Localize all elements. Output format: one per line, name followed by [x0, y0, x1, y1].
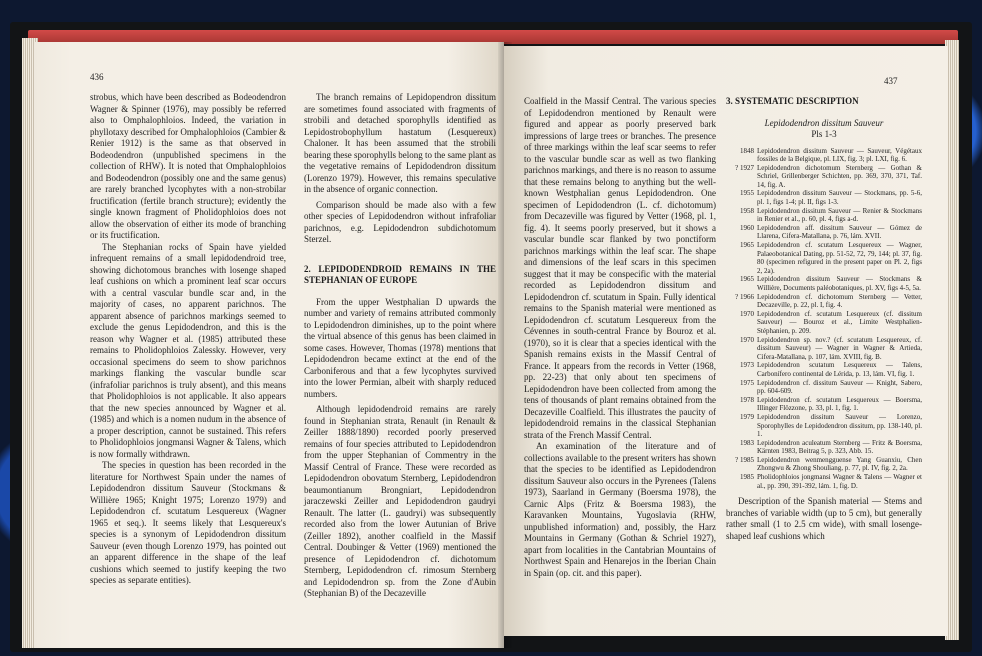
page-number-right: 437	[884, 76, 898, 86]
paragraph: An examination of the literature and of collections available to the present writers has shown that the species to be identified as Lepidodendron dissitum Sauveur also occurs in the Pyrenees (Talens 1973), Saarland in Germany (Boersma 1978), the Carnic Alps (Fritz & Boersma 1983), the Karavanken Mountains, Yugoslavia (RHW, unpublished information) and, possibly, the Harz Mountains in Germany (Gothan & Schriel 1927), apart from localities in the Cantabrian Mountains of Northwest Spain and Henarejos in the Iberian Chain in Spain (op. cit. and this paper).	[524, 441, 716, 578]
synonymy-entry	[726, 147, 922, 164]
section-heading: 3. SYSTEMATIC DESCRIPTION	[726, 96, 859, 106]
paragraph: The species in question has been recorded in the literature for Northwest Spain under the names of Lepidodendron dissitum Sauveur (Stockmans & Willière 1965; Knight 1975; Lorenzo 1979) and Lepidodendron cf. scutatum Lesquereux (Wagner 1965 et seq.). It seems likely that Lesquereux's species is a synonym of Lepidodendron dissitum Sauveur (even though Lorenzo 1979, has pointed out an apparent difference in the shape of the leaf cushions which seemed to justify keeping the two species as separate entities).	[90, 460, 286, 585]
synonymy-entry	[726, 189, 922, 206]
synonymy-text: Lepidodendron sp. nov.? (cf. scutatum Lesquereux, cf. dissitum Sauveur) — Wagner in Wagner & Artieda, Cifera-Matallana, p. 107, lám. XVIII, fig. B.	[757, 335, 922, 361]
synonymy-year: 1970	[740, 309, 754, 318]
synonymy-text: Lepidodendron dissitum Sauveur — Stockmans & Willière, Documents paléobotaniques, pl. XV, figs 4-5, 5a.	[757, 275, 922, 292]
synonymy-entry	[726, 379, 922, 396]
section-heading: 2. LEPIDODENDROID REMAINS IN THE STEPHANIAN OF EUROPE	[304, 263, 496, 285]
paragraph: Comparison should be made also with a few other species of Lepidodendron without infrafoliar parichnos, e.g. Lepidodendron subdichotomum Sterzel.	[304, 199, 496, 244]
synonymy-text: Lepidodendron cf. dichotomum Sternberg — Vetter, Decazeville, p. 22, pl. I, fig. 4.	[757, 292, 922, 310]
synonymy-year: 1979	[740, 412, 754, 421]
species-title: Lepidodendron dissitum Sauveur	[764, 117, 884, 128]
synonymy-text: Lepidodendron cf. scutatum Lesquereux — Boersma, Illinger Flözzone, p. 33, pl. 1, fig. 1.	[757, 395, 922, 413]
synonymy-year: ? 1927	[735, 163, 754, 172]
synonymy-year: 1970	[740, 335, 754, 344]
synonymy-text: Lepidodendron dissitum Sauveur — Stockmans, pp. 5-6, pl. 1, figs 1-4; pl. II, figs 1-3.	[757, 189, 922, 207]
synonymy-year: 1960	[740, 223, 754, 232]
page-number-left: 436	[90, 72, 104, 82]
synonymy-text: Pholidophloios jongmansi Wagner & Talens — Wagner et al., pp. 390, 391-392, lám. 1, fig. D.	[757, 473, 922, 490]
synonymy-year: 1965	[740, 241, 754, 250]
left-page	[34, 42, 504, 648]
plates-reference: Pls 1-3	[811, 129, 837, 139]
synonymy-text: Lepidodendron cf. scutatum Lesquereux (cf. dissitum Sauveur) — Bouroz et al., Limite Westphalien-Stéphanien, p. 209.	[757, 309, 922, 335]
paragraph: Coalfield in the Massif Central. The various species of Lepidodendron mentioned by Renault were figured and appear as poorly preserved bark impressions of large trees or branches. The presence of three markings within the leaf scar seems to refer to the vascular bundle scar as well as two flanking parichnos markings, and there is no reason to assume that these remains belong to anything but the well-known Westphalian genus Lepidodendron. One specimen of Lepidodendron (L. cf. dichotomum) from Decazeville was figured by Vetter (1968, pl. 1, fig. 4). It seems poorly preserved, but it shows a vascular bundle scar flanked by two ponctiform parichnos markings within the leaf scar. The shape and dimensions of the leaf scars in this specimen suggest that it may be conspecific with the material recorded as Lepidodendron dissitum and Lepidodendron cf. scutatum in Spain. Fully identical remains to the Spanish material were mentioned as Lepidodendron cf. scutatum Lesquereux from the Cévennes in south-central France by Bouroz et al. (1970), so it is clear that a species identical with the Spanish remains exists in the Massif Central of France. It appears from the records in Vetter (1968, pp. 22-23) that only about ten specimens of Lepidodendron have been collected from among the tens of thousands of plant remains obtained from the Decazeville Coalfield. This illustrates the paucity of lepidodendroid remains in the classical Stephanian strata of the French Massif Central.	[524, 96, 716, 440]
synonymy-entry	[726, 293, 922, 310]
synonymy-text: Lepidodendron dichotomum Sternberg — Gothan & Schriel, Grillenberger Schichten, pp. 369, 370, 371, Taf. 14, fig. A.	[757, 163, 922, 189]
synonymy-year: 1978	[740, 395, 754, 404]
synonymy-text: Lepidodendron cf. scutatum Lesquereux — Wagner, Palaeobotanical Dating, pp. 51-52, 72, 79, 144; pl. 37, fig. 80 (specimen refigured in the present paper on Pl. 2, figs 2, 2a).	[757, 241, 922, 275]
synonymy-year: 1973	[740, 361, 754, 370]
paragraph: The Stephanian rocks of Spain have yielded infrequent remains of a small lepidodendroid tree, showing dichotomous branches with losenge shaped leaf cushions on which a prominent leaf scar occurs with a central vascular bundle scar and, in the majority of cases, no apparent parichnos. The apparent absence of parichnos markings seemed to exclude the genus Lepidodendron, and this is the reason why Wagner et al. (1985) attributed these remains to Pholidophloios Zalessky. However, very occasional specimens do seem to show parichnos markings flanking the vascular bundle scar (infrafoliar parichnos is truly absent), and this means that Pholidophloios is not applicable. It also appears that the new species announced by Wagner et al. (1985) and which is a nomen nudum in the absence of a proper description, cannot be sustained. This refers to Pholidophloios jongmansi Wagner & Talens, which is now formally withdrawn.	[90, 241, 286, 459]
synonymy-text: Lepidodendron dissitum Sauveur — Sauveur, Végétaux fossiles de la Belgique, pl. LIX, fig. 3; pl. LXI, fig. 6.	[757, 146, 922, 164]
synonymy-year: 1983	[740, 438, 754, 447]
left-column-1	[90, 92, 286, 587]
synonymy-year: 1958	[740, 206, 754, 215]
synonymy-entry	[726, 439, 922, 456]
synonymy-text: Lepidodendron scutatum Lesquereux — Talens, Carbonífero continental de Lérida, p. 13, lám. VI, fig. 1.	[757, 361, 922, 378]
right-page	[504, 46, 948, 636]
synonymy-year: ? 1985	[735, 455, 754, 464]
synonymy-year: 1848	[740, 146, 754, 155]
paragraph: The branch remains of Lepidopendron dissitum are sometimes found associated with fragments of strobili and detached sporophylls identified as Lepidostrobophyllum hastatum (Lesquereux) Chaloner. It has been assumed that the strobili bearing these sporophylls belong to the same plant as the vegetative remains of Lepidodendron dissitum (Lorenzo 1979). However, this remains speculative in the absence of organic connection.	[304, 92, 496, 194]
synonymy-entry	[726, 396, 922, 413]
right-column-1	[524, 96, 716, 579]
synonymy-entry	[726, 310, 922, 336]
synonymy-entry	[726, 164, 922, 190]
synonymy-entry	[726, 275, 922, 292]
synonymy-entry	[726, 207, 922, 224]
synonymy-entry	[726, 241, 922, 275]
synonymy-year: 1965	[740, 275, 754, 284]
paragraph: strobus, which have been described as Bodeodendron Wagner & Spinner (1976), may possibly be referred also to Omphalophloios. Indeed, the variation in phyllotaxy described for Omphalophloios (Cambier & Renier 1912) is the same as that observed in Bodeodendron (unpublished specimens in the collection of RHW). It is noted that Omphalophloios and Bodeodendron (possibly one and the same genus) are rarely branched lycophytes with a non-strobilar fructification (fertile branch structure); evidently the single known fragment of Pholidophloios does not allow the observation of either its mode of branching or its fructification.	[90, 92, 286, 240]
right-column-2	[726, 96, 922, 542]
synonymy-list	[726, 147, 922, 491]
synonymy-text: Lepidodendron dissitum Sauveur — Renier & Stockmans in Renier et al., p. 60, pl. 4, figs a-d.	[757, 206, 922, 224]
synonymy-text: Lepidodendron aculeatum Sternberg — Fritz & Boersma, Kärnten 1983, Beitrag 5, p. 323, Abb. 15.	[757, 438, 922, 456]
synonymy-text: Lepidodendron cf. dissitum Sauveur — Knight, Sabero, pp. 604-609.	[757, 378, 922, 396]
left-column-2	[304, 92, 496, 600]
synonymy-text: Lepidodendron wenmengguense Yang Guanxiu, Chen Zhongwu & Zhong Shouliang, p. 77, pl. IV, fig. 2, 2a.	[757, 455, 922, 473]
synonymy-year: 1985	[740, 473, 754, 482]
synonymy-text: Lepidodendron aff. dissitum Sauveur — Gómez de Llarena, Cifera-Matallana, p. 76, lám. XVII.	[757, 223, 922, 241]
synonymy-text: Lepidodendron dissitum Sauveur — Lorenzo, Sporophylles de Lepidodendron dissitum, pp. 138-140, pl. 1.	[757, 412, 922, 439]
synonymy-year: 1955	[740, 189, 754, 198]
synonymy-entry	[726, 224, 922, 241]
synonymy-year: 1975	[740, 378, 754, 387]
synonymy-year: ? 1966	[735, 292, 754, 301]
synonymy-entry	[726, 336, 922, 362]
synonymy-entry	[726, 413, 922, 439]
paragraph: From the upper Westphalian D upwards the number and variety of remains attributed commonly to Lepidodendron diminishes, up to the point where the virtual absence of this genus has been claimed in some cases. However, Thomas (1978) mentions that Lepidodendron became extinct at the end of the Carboniferous and that a few lycophytes survived into the lower Permian, albeit with sharply reduced numbers.	[304, 296, 496, 399]
synonymy-entry	[726, 456, 922, 473]
description-paragraph: Description of the Spanish material — Stems and branches of variable width (up to 5 cm), but generally rather small (1 to 2.5 cm wide), with small losenge-shaped leaf cushions which	[726, 496, 922, 541]
synonymy-entry	[726, 473, 922, 490]
paragraph: Although lepidodendroid remains are rarely found in Stephanian strata, Renault (in Renault & Zeiller 1888/1890) recorded poorly preserved remains of four species attributed to Lepidodendron from the upper Stephanian of Commentry in the Massif Central of France. These were recorded as Lepidodendron obovatum Sternberg, Lepidodendron beaumontianum Brongniart, Lepidodendron jaraczewski Zeiller and Lepidodendron gaudryi Renault. The latter (L. gaudryi) was subsequently recorded also from the lower Autunian of Brive (Zeiller 1892), another coalfield in the Massif Central. Doubinger & Vetter (1969) mentioned the presence of Lepidodendron cf. dichotomum Sternberg, Lepidodendron cf. rimosum Sternberg and Lepidodendron sp. from the Zone d'Aubin (Stephanian B) of the Decazeville	[304, 404, 496, 598]
synonymy-entry	[726, 361, 922, 378]
